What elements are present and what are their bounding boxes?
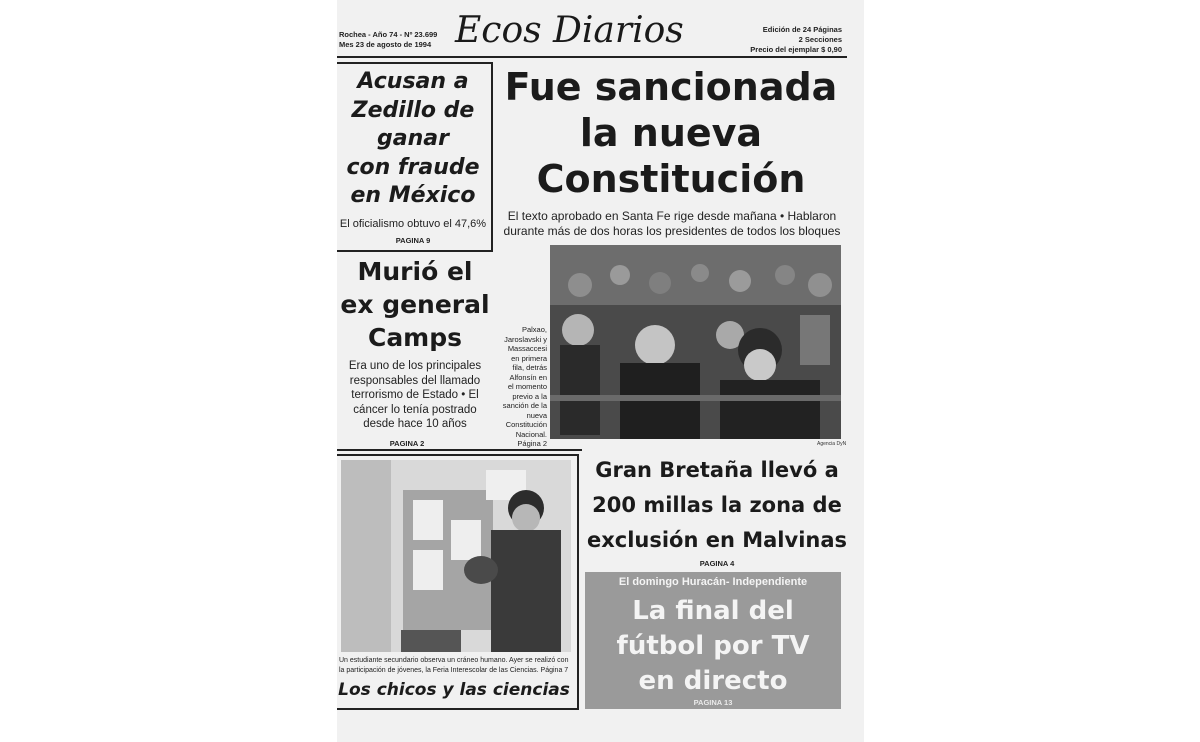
tv-page-ref: PAGINA 13	[693, 698, 733, 707]
camps-body-line: desde hace 10 años	[363, 418, 467, 430]
lead-headline	[495, 64, 847, 202]
caption-line: Página 2	[517, 439, 547, 448]
lead-headline-line: Constitución	[536, 157, 806, 201]
tv-headline	[585, 594, 841, 699]
assembly-photo-illustration	[550, 245, 841, 439]
caption-line: Massaccesi	[507, 344, 547, 353]
masthead-issue-line: Rochea - Año 74 - Nº 23.699	[339, 30, 438, 39]
lead-deck	[497, 209, 847, 239]
zedillo-story	[337, 62, 493, 252]
caption-line: Alfonsín en	[509, 372, 547, 382]
zedillo-page-ref: PAGINA 9	[395, 236, 431, 245]
tv-headline-line: fútbol por TV	[616, 631, 810, 661]
caption-line: sanción de la	[502, 401, 547, 410]
camps-page-ref: PAGINA 2	[389, 439, 425, 448]
masthead-date-line: Mes 23 de agosto de 1994	[339, 40, 432, 49]
edition-sections: 2 Secciones	[798, 35, 842, 44]
zedillo-headline-line: en México	[350, 183, 476, 208]
camps-headline	[337, 255, 493, 354]
caption-line: previo a la	[512, 391, 547, 401]
lead-photo	[550, 245, 841, 439]
ciencias-headline: Los chicos y las ciencias	[338, 680, 570, 700]
zedillo-headline-line: Zedillo de	[351, 97, 475, 123]
caption-line: nueva	[526, 410, 547, 420]
caption-line: Jaroslavski y	[504, 334, 547, 344]
lead-photo-caption	[491, 325, 547, 449]
camps-body-line: Era uno de los principales	[348, 360, 482, 372]
caption-line: Palxao,	[521, 325, 547, 334]
student-skull-photo-illustration	[341, 460, 571, 652]
camps-body-line: cáncer lo tenía postrado	[353, 403, 477, 416]
camps-headline-line: Camps	[367, 323, 463, 352]
ciencias-photo	[341, 460, 571, 652]
ciencias-caption-line: la participación de jóvenes, la Feria Interescolar de las Ciencias. Página 7	[339, 666, 569, 674]
camps-body-line: terrorismo de Estado • El	[351, 389, 479, 401]
section-rule	[337, 449, 582, 451]
lead-headline-line: Fue sancionada	[504, 65, 838, 109]
zedillo-headline-line: ganar	[377, 126, 449, 151]
caption-line: el momento	[507, 382, 547, 391]
zedillo-headline-line: con fraude	[346, 154, 480, 180]
masthead-rule	[337, 56, 847, 58]
malvinas-headline-line: exclusión en Malvinas	[586, 528, 848, 552]
lead-headline-line: la nueva	[579, 111, 763, 155]
masthead-edition-info	[750, 25, 842, 55]
zedillo-headline	[337, 68, 491, 211]
tv-story	[585, 572, 841, 709]
newspaper-logo	[455, 10, 725, 58]
malvinas-headline-line: Gran Bretaña llevó a	[595, 458, 839, 482]
tv-kicker: El domingo Huracán- Independiente	[618, 576, 808, 588]
logo-text: Ecos Diarios	[455, 10, 684, 51]
ciencias-story	[337, 454, 579, 710]
ciencias-caption	[339, 656, 573, 675]
edition-pages: Edición de 24 Páginas	[762, 25, 842, 34]
caption-line: Nacional.	[515, 429, 547, 439]
camps-headline-line: Murió el	[357, 257, 473, 286]
zedillo-headline-line: Acusan a	[357, 69, 469, 94]
newspaper-page	[337, 0, 864, 742]
malvinas-headline-line: 200 millas la zona de	[592, 493, 842, 517]
lead-photo-credit: Agencia DyN	[817, 441, 847, 447]
camps-body	[337, 359, 493, 432]
edition-price: Precio del ejemplar $ 0,90	[750, 45, 842, 54]
masthead-issue-info	[339, 30, 437, 50]
malvinas-headline	[582, 453, 852, 558]
caption-line: fila, detrás	[512, 363, 547, 372]
malvinas-page-ref: PAGINA 4	[699, 559, 735, 568]
camps-headline-line: ex general	[340, 290, 490, 319]
caption-line: en primera	[511, 353, 547, 363]
tv-headline-line: en directo	[638, 666, 788, 696]
lead-deck-line: El texto aprobado en Santa Fe rige desde mañana • Hablaron	[507, 209, 837, 223]
tv-headline-line: La final del	[632, 596, 794, 626]
caption-line: Constitución	[505, 420, 547, 429]
zedillo-subtitle: El oficialismo obtuvo el 47,6%	[339, 218, 487, 230]
ciencias-caption-line: Un estudiante secundario observa un cráneo humano. Ayer se realizó con	[339, 657, 569, 664]
lead-deck-line: durante más de dos horas los presidentes de todos los bloques	[503, 224, 841, 238]
camps-body-line: responsables del llamado	[349, 374, 481, 387]
